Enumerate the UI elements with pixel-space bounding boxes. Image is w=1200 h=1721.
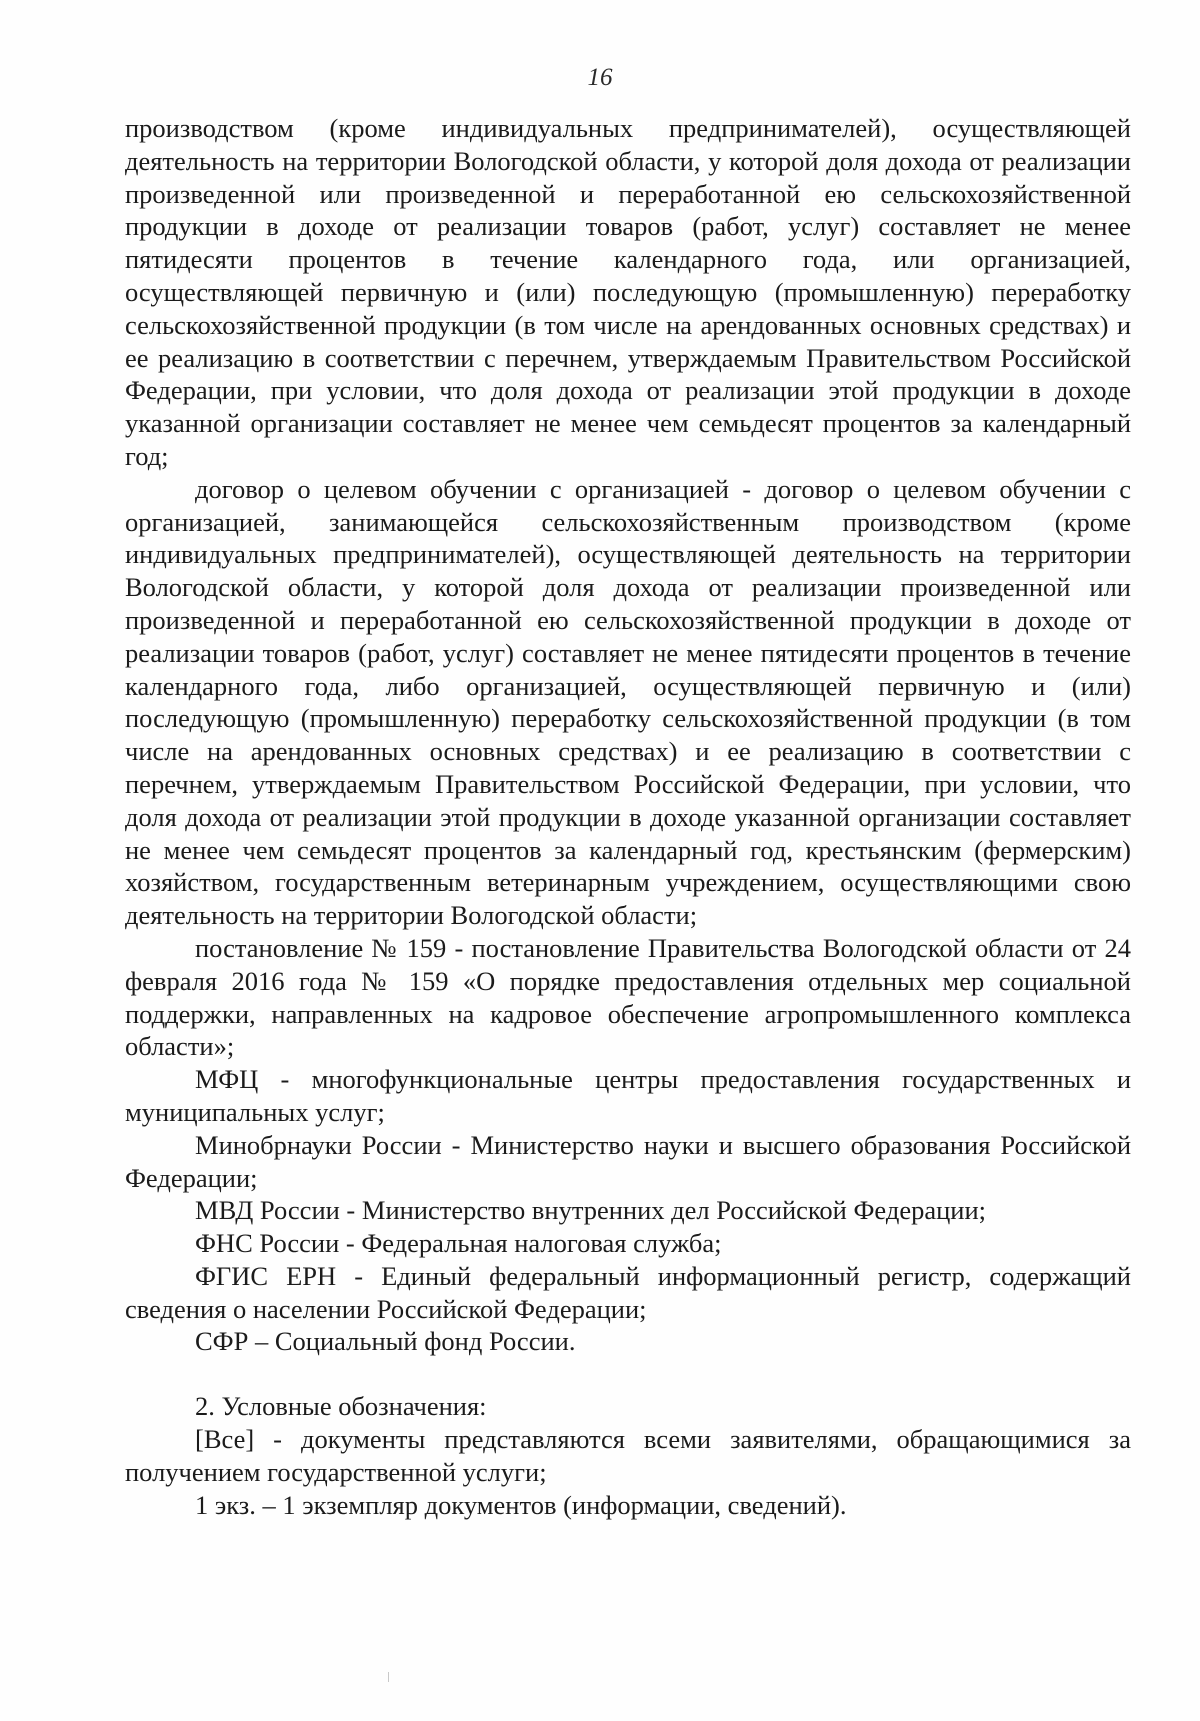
paragraph-target-training-contract: договор о целевом обучении с организацией - договор о целевом обучении с организацией, занимающейся сельскохозяйственным производством (кроме индивидуальных предпринимателей), осуществляющей деятельность на территории Вологодской области, у которой доля дохода от реализации произведенной или произведенной и переработанной ею сельскохозяйственной продукции в доходе от реализации товаров (работ, услуг) составляет не менее пятидесяти процентов в течение календарного года, либо организацией, осуществляющей первичную и (или) последующую (промышленную) переработку сельскохозяйственной продукции (в том числе на арендованных основных средствах) и ее реализацию в соответствии с перечнем, утверждаемым Правительством Российской Федерации, при условии, что доля дохода от реализации этой продукции в доходе указанной организации составляет не менее чем семьдесят процентов за календарный год, крестьянским (фермерским) хозяйством, государственным ветеринарным учреждением, осуществляющими свою деятельность на территории Вологодской области; (125, 473, 1131, 931)
paragraph-mvd: МВД России - Министерство внутренних дел Российской Федерации; (195, 1195, 987, 1226)
section-heading-conventions: 2. Условные обозначения: (195, 1391, 487, 1422)
page-number: 16 (587, 64, 613, 91)
document-body (125, 112, 1131, 1521)
paragraph-mfc: МФЦ - многофункциональные центры предоставления государственных и муниципальных услуг; (125, 1064, 1131, 1127)
paragraph-sfr: СФР – Социальный фонд России. (195, 1326, 576, 1357)
paragraph-fgis-ern: ФГИС ЕРН - Единый федеральный информационный регистр, содержащий сведения о населении Российской Федерации; (125, 1260, 1131, 1324)
paragraph-resolution-159: постановление № 159 - постановление Правительства Вологодской области от 24 февраля 2016 года № 159 «О порядке предоставления отдельных мер социальной поддержки, направленных на кадровое обеспечение агропромышленного комплекса области»; (125, 932, 1131, 1062)
paragraph-fns: ФНС России - Федеральная налоговая служба; (195, 1228, 722, 1259)
paragraph-minobrnauki: Минобрнауки России - Министерство науки и высшего образования Российской Федерации; (125, 1129, 1131, 1193)
paragraph-continuation: производством (кроме индивидуальных предпринимателей), осуществляющей деятельность на территории Вологодской области, у которой доля дохода от реализации произведенной или произведенной и переработанной ею сельскохозяйственной продукции в доходе от реализации товаров (работ, услуг) составляет не менее пятидесяти процентов в течение календарного года, или организацией, осуществляющей первичную и (или) последующую (промышленную) переработку сельскохозяйственной продукции (в том числе на арендованных основных средствах) и ее реализацию в соответствии с перечнем, утверждаемым Правительством Российской Федерации, при условии, что доля дохода от реализации этой продукции в доходе указанной организации составляет не менее чем семьдесят процентов за календарный год; (125, 113, 1131, 471)
paragraph-one-copy: 1 экз. – 1 экземпляр документов (информации, сведений). (195, 1489, 847, 1520)
scan-artifact (388, 1672, 389, 1682)
paragraph-all-applicants: [Все] - документы представляются всеми заявителями, обращающимися за получением государственной услуги; (125, 1424, 1131, 1487)
